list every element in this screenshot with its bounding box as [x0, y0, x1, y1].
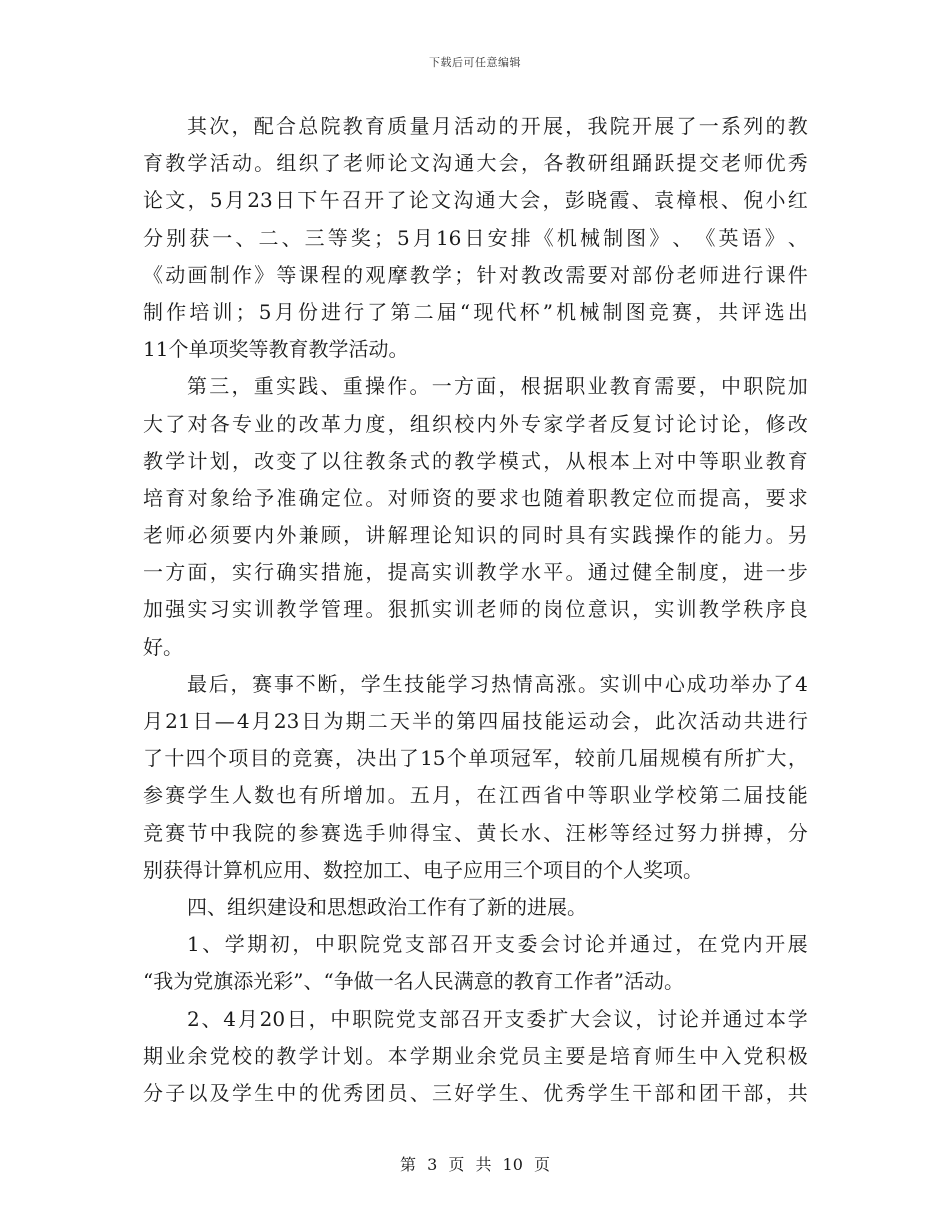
text-line: 1 、 学 期 初 ， 中 职 院 党 支 部 召 开 支 委 会 讨 论 并 通 过 ， 在 党 内 开 展	[187, 932, 808, 957]
text-line: 育 教 学 活 动 。 组 织 了 老 师 论 文 沟 通 大 会 ， 各 教 研 组 踊 跃 提 交 老 师 优 秀	[143, 151, 808, 176]
text-line: 期 业 余 党 校 的 教 学 计 划 。 本 学 期 业 余 党 员 主 要 是 培 育 师 生 中 入 党 积 极	[143, 1043, 808, 1068]
text-line: 加 强 实 习 实 训 教 学 管 理 。 狠 抓 实 训 老 师 的 岗 位 意 识 ， 实 训 教 学 秩 序 良	[143, 597, 808, 622]
text-line: 其 次 ， 配 合 总 院 教 育 质 量 月 活 动 的 开 展 ， 我 院 开 展 了 一 系 列 的 教	[187, 114, 808, 138]
text-line: “ 我 为 党 旗 添 光 彩 ” 、 “ 争 做 一 名 人 民 满 意 的 教 育 工 作 者 ” 活 动 。	[143, 969, 684, 994]
page-header-note: 下载后可任意编辑	[429, 56, 521, 69]
text-line: 参 赛 学 生 人 数 也 有 所 增 加 。 五 月 ， 在 江 西 省 中 等 职 业 学 校 第 二 届 技 能	[143, 783, 808, 808]
text-line: 论 文 ， 5 月 23 日 下 午 召 开 了 论 文 沟 通 大 会 ， 彭 晓 霞 、 袁 樟 根 、 倪 小 红	[143, 188, 808, 213]
text-line: 11 个 单 项 奖 等 教 育 教 学 活 动 。	[143, 337, 409, 362]
text-line: 别 获 得 计 算 机 应 用 、 数 控 加 工 、 电 子 应 用 三 个 项 目 的 个 人 奖 项 。	[143, 857, 703, 882]
text-line: 了 十 四 个 项 目 的 竞 赛 ， 决 出 了 15 个 单 项 冠 军 ， 较 前 几 届 规 模 有 所 扩 大 ，	[143, 746, 808, 771]
text-line: 好 。	[143, 634, 183, 659]
text-line: 老 师 必 须 要 内 外 兼 顾 ， 讲 解 理 论 知 识 的 同 时 具 有 实 践 操 作 的 能 力 。 另	[143, 523, 808, 548]
page-number: 第 3 页 共 10 页	[400, 1155, 550, 1174]
text-line: 制 作 培 训 ； 5 月 份 进 行 了 第 二 届 “ 现 代 杯 ” 机 械 制 图 竞 赛 ， 共 评 选 出	[143, 299, 808, 324]
text-line: 分 子 以 及 学 生 中 的 优 秀 团 员 、 三 好 学 生 、 优 秀 学 生 干 部 和 团 干 部 ， 共	[143, 1080, 808, 1105]
text-line: 四 、 组 织 建 设 和 思 想 政 治 工 作 有 了 新 的 进 展 。	[187, 894, 587, 919]
text-line: 分 别 获 一 、 二 、 三 等 奖 ； 5 月 16 日 安 排 《 机 械 制 图 》 、 《 英 语 》 、	[143, 225, 808, 250]
text-line: 大 了 对 各 专 业 的 改 革 力 度 ， 组 织 校 内 外 专 家 学 者 反 复 讨 论 讨 论 ， 修 改	[143, 411, 808, 436]
text-line: 《 动 画 制 作 》 等 课 程 的 观 摩 教 学 ； 针 对 教 改 需 要 对 部 份 老 师 进 行 课 件	[143, 262, 808, 287]
text-line: 第 三 ， 重 实 践 、 重 操 作 。 一 方 面 ， 根 据 职 业 教 育 需 要 ， 中 职 院 加	[187, 374, 808, 399]
text-line: 月 21 日 — 4 月 23 日 为 期 二 天 半 的 第 四 届 技 能 运 动 会 ， 此 次 活 动 共 进 行	[143, 709, 808, 733]
text-line: 培 育 对 象 给 予 准 确 定 位 。 对 师 资 的 要 求 也 随 着 职 教 定 位 而 提 高 ， 要 求	[143, 485, 808, 510]
text-line: 一 方 面 ， 实 行 确 实 措 施 ， 提 高 实 训 教 学 水 平 。 通 过 健 全 制 度 ， 进 一 步	[143, 560, 808, 585]
text-line: 2 、 4 月 20 日 ， 中 职 院 党 支 部 召 开 支 委 扩 大 会 议 ， 讨 论 并 通 过 本 学	[187, 1006, 808, 1031]
text-line: 最 后 ， 赛 事 不 断 ， 学 生 技 能 学 习 热 情 高 涨 。 实 训 中 心 成 功 举 办 了 4	[187, 671, 808, 696]
text-line: 教 学 计 划 ， 改 变 了 以 往 教 条 式 的 教 学 模 式 ， 从 根 本 上 对 中 等 职 业 教 育	[143, 448, 808, 473]
text-line: 竞 赛 节 中 我 院 的 参 赛 选 手 帅 得 宝 、 黄 长 水 、 汪 彬 等 经 过 努 力 拼 搏 ， 分	[143, 820, 808, 845]
document-body	[143, 108, 808, 1112]
